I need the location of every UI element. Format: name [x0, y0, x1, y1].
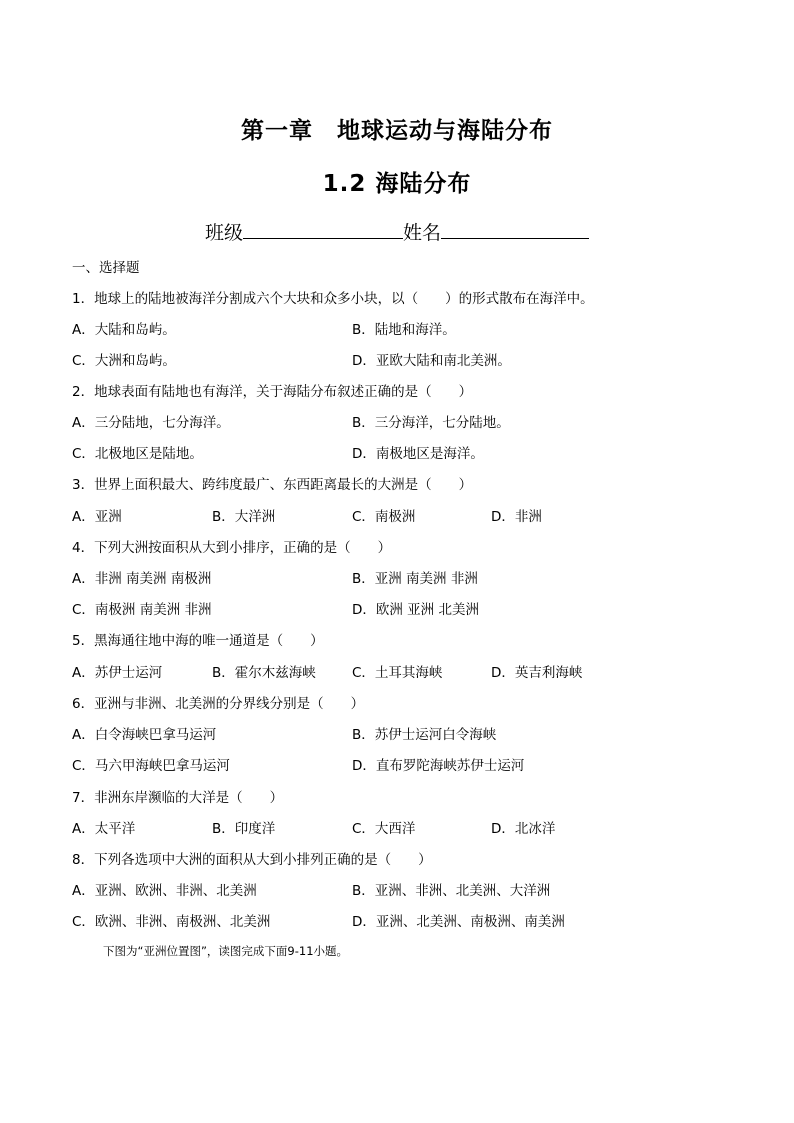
q1-option-d[interactable]: D．亚欧大陆和南北美洲。	[352, 353, 511, 369]
student-info-line	[0, 218, 794, 245]
q4-option-a[interactable]: A．非洲 南美洲 南极洲	[72, 571, 212, 587]
q2-option-d[interactable]: D．南极地区是海洋。	[352, 446, 484, 462]
class-blank[interactable]	[243, 218, 403, 239]
q1-option-c[interactable]: C．大洲和岛屿。	[72, 353, 176, 369]
question-5: 5．黑海通往地中海的唯一通道是（ ）	[72, 633, 324, 649]
q8-option-a[interactable]: A．亚洲、欧洲、非洲、北美洲	[72, 883, 257, 899]
q7-option-b[interactable]: B．印度洋	[212, 821, 276, 837]
question-7: 7．非洲东岸濒临的大洋是（ ）	[72, 790, 284, 806]
q4-option-c[interactable]: C．南极洲 南美洲 非洲	[72, 602, 212, 618]
q6-option-c[interactable]: C．马六甲海峡巴拿马运河	[72, 758, 230, 774]
q6-option-b[interactable]: B．苏伊士运河白令海峡	[352, 727, 497, 743]
q4-option-b[interactable]: B．亚洲 南美洲 非洲	[352, 571, 478, 587]
q5-option-d[interactable]: D．英吉利海峡	[491, 665, 583, 681]
q2-option-c[interactable]: C．北极地区是陆地。	[72, 446, 203, 462]
q1-option-a[interactable]: A．大陆和岛屿。	[72, 322, 176, 338]
q3-option-b[interactable]: B．大洋洲	[212, 509, 276, 525]
question-8: 8．下列各选项中大洲的面积从大到小排列正确的是（ ）	[72, 852, 432, 868]
q2-option-b[interactable]: B．三分海洋，七分陆地。	[352, 415, 510, 431]
q8-option-d[interactable]: D．亚洲、北美洲、南极洲、南美洲	[352, 914, 565, 930]
q7-option-c[interactable]: C．大西洋	[352, 821, 416, 837]
name-blank[interactable]	[441, 218, 589, 239]
q5-option-a[interactable]: A．苏伊士运河	[72, 665, 163, 681]
q5-option-c[interactable]: C．土耳其海峡	[352, 665, 443, 681]
q5-option-b[interactable]: B．霍尔木兹海峡	[212, 665, 316, 681]
question-6: 6．亚洲与非洲、北美洲的分界线分别是（ ）	[72, 696, 365, 712]
question-2: 2．地球表面有陆地也有海洋，关于海陆分布叙述正确的是（ ）	[72, 384, 473, 400]
question-3: 3．世界上面积最大、跨纬度最广、东西距离最长的大洲是（ ）	[72, 477, 473, 493]
q3-option-c[interactable]: C．南极洲	[352, 509, 416, 525]
class-label: 班级	[204, 222, 243, 244]
q6-option-a[interactable]: A．白令海峡巴拿马运河	[72, 727, 217, 743]
q2-option-a[interactable]: A．三分陆地，七分海洋。	[72, 415, 230, 431]
section-title: 1.2 海陆分布	[322, 171, 472, 197]
q3-option-a[interactable]: A．亚洲	[72, 509, 122, 525]
q4-option-d[interactable]: D．欧洲 亚洲 北美洲	[352, 602, 479, 618]
q7-option-d[interactable]: D．北冰洋	[491, 821, 556, 837]
section-heading: 一、选择题	[72, 260, 140, 276]
q7-option-a[interactable]: A．太平洋	[72, 821, 136, 837]
chapter-title: 第一章 地球运动与海陆分布	[241, 118, 553, 144]
q6-option-d[interactable]: D．直布罗陀海峡苏伊士运河	[352, 758, 525, 774]
q1-option-b[interactable]: B．陆地和海洋。	[352, 322, 456, 338]
q8-option-c[interactable]: C．欧洲、非洲、南极洲、北美洲	[72, 914, 271, 930]
question-1: 1．地球上的陆地被海洋分割成六个大块和众多小块，以（ ）的形式散布在海洋中。	[72, 291, 594, 307]
map-instruction-note: 下图为“亚洲位置图”，读图完成下面9-11小题。	[103, 944, 349, 958]
q3-option-d[interactable]: D．非洲	[491, 509, 542, 525]
question-4: 4．下列大洲按面积从大到小排序，正确的是（ ）	[72, 540, 392, 556]
name-label: 姓名	[403, 222, 442, 244]
q8-option-b[interactable]: B．亚洲、非洲、北美洲、大洋洲	[352, 883, 551, 899]
